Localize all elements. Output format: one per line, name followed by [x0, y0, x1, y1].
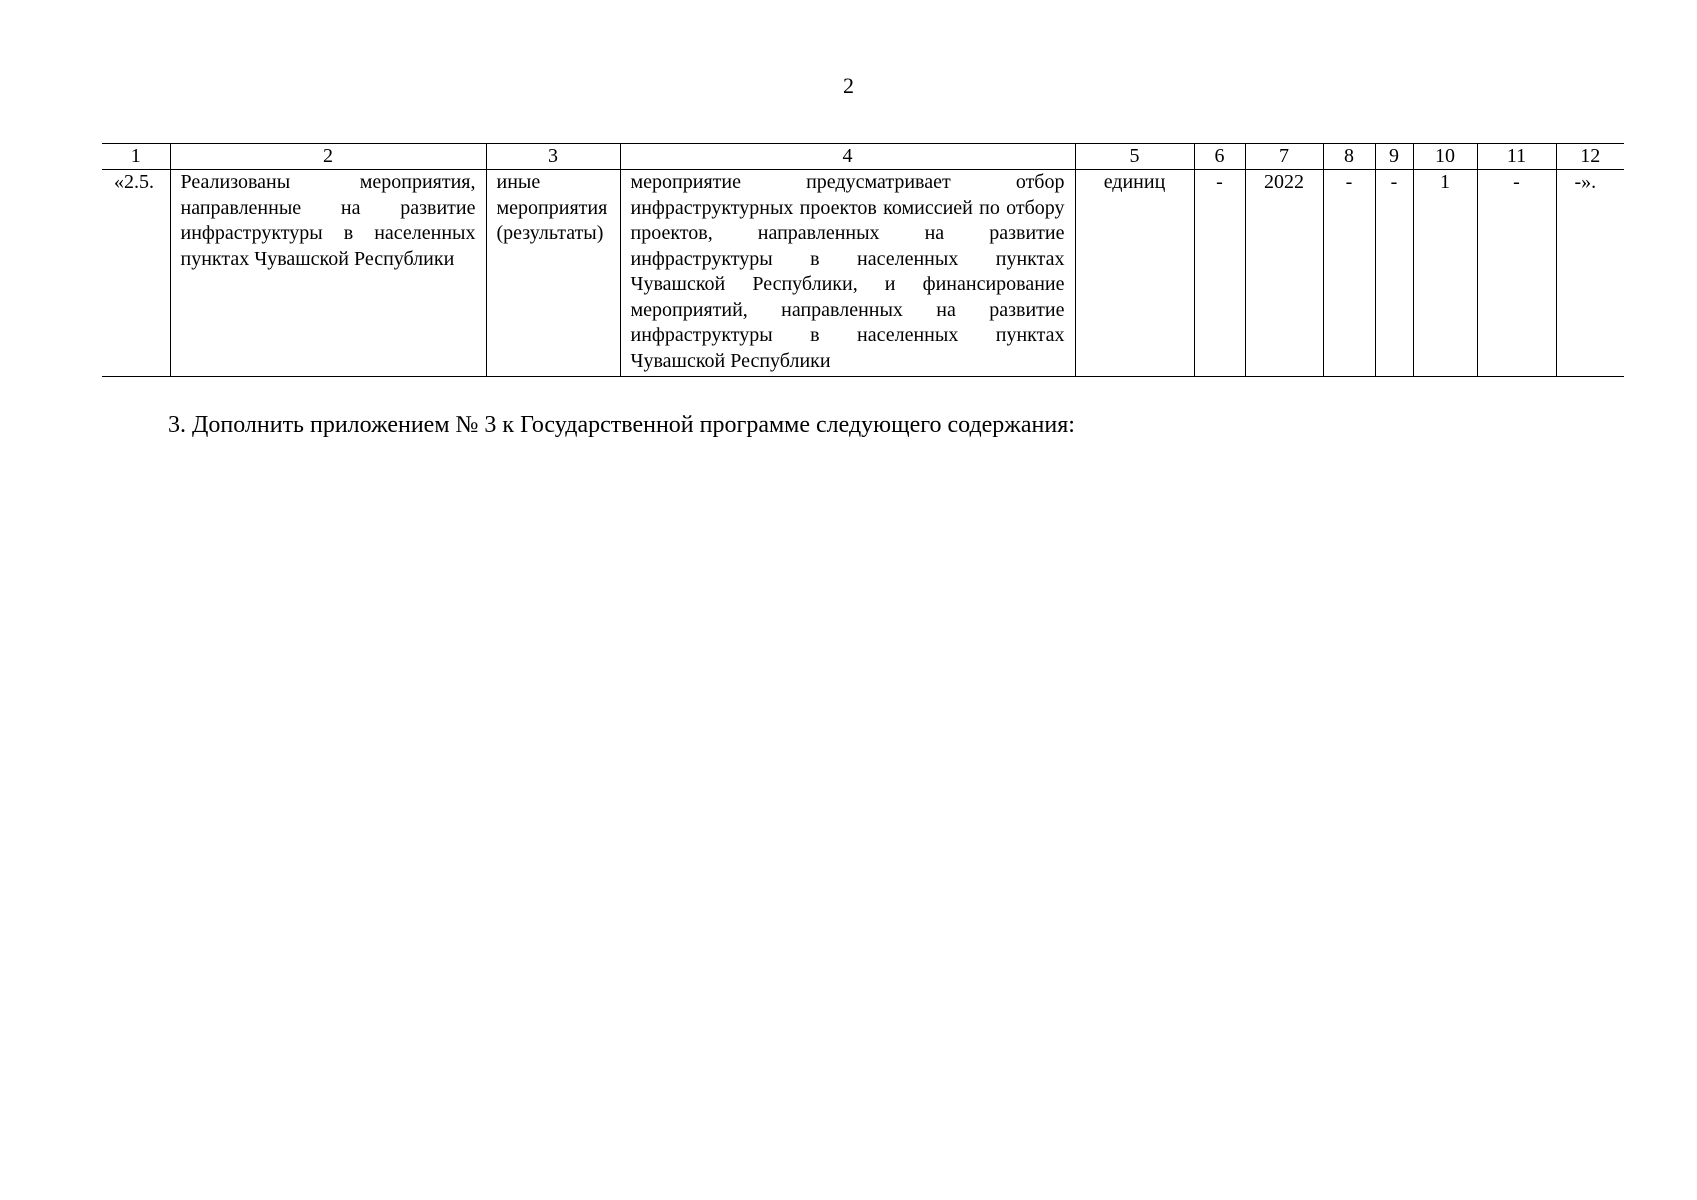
- amendment-paragraph: 3. Дополнить приложением № 3 к Государственной программе следующего содержания:: [168, 412, 1075, 438]
- header-col-11: 11: [1477, 144, 1556, 170]
- value-col-10-cell: 1: [1413, 170, 1477, 377]
- header-col-5: 5: [1075, 144, 1194, 170]
- description-cell: мероприятие предусматривает отбор инфраструктурных проектов комиссией по отбору проектов, направленных на развитие инфраструктуры в населенных пунктах Чувашской Республики, и финансирование мероприятий, направленных на развитие инфраструктуры в населенных пунктах Чувашской Республики: [620, 170, 1075, 377]
- value-col-12-cell: -».: [1556, 170, 1624, 377]
- result-name-cell: Реализованы мероприятия, направленные на развитие инфраструктуры в населенных пунктах Чувашской Республики: [170, 170, 486, 377]
- header-col-3: 3: [486, 144, 620, 170]
- value-col-9-cell: -: [1375, 170, 1413, 377]
- header-col-1: 1: [102, 144, 170, 170]
- header-col-4: 4: [620, 144, 1075, 170]
- value-col-11-cell: -: [1477, 170, 1556, 377]
- result-type-cell: иные мероприятия (результаты): [486, 170, 620, 377]
- page-number: 2: [843, 73, 854, 98]
- header-col-9: 9: [1375, 144, 1413, 170]
- header-col-8: 8: [1323, 144, 1375, 170]
- table-row: [102, 170, 1624, 377]
- row-number-cell: «2.5.: [102, 170, 170, 377]
- value-col-8-cell: -: [1323, 170, 1375, 377]
- header-col-2: 2: [170, 144, 486, 170]
- header-col-12: 12: [1556, 144, 1624, 170]
- value-col-6-cell: -: [1194, 170, 1245, 377]
- unit-cell: единиц: [1075, 170, 1194, 377]
- header-col-10: 10: [1413, 144, 1477, 170]
- header-col-6: 6: [1194, 144, 1245, 170]
- table-header-row: [102, 144, 1624, 170]
- value-col-7-cell: 2022: [1245, 170, 1323, 377]
- header-col-7: 7: [1245, 144, 1323, 170]
- indicators-table: [102, 143, 1624, 377]
